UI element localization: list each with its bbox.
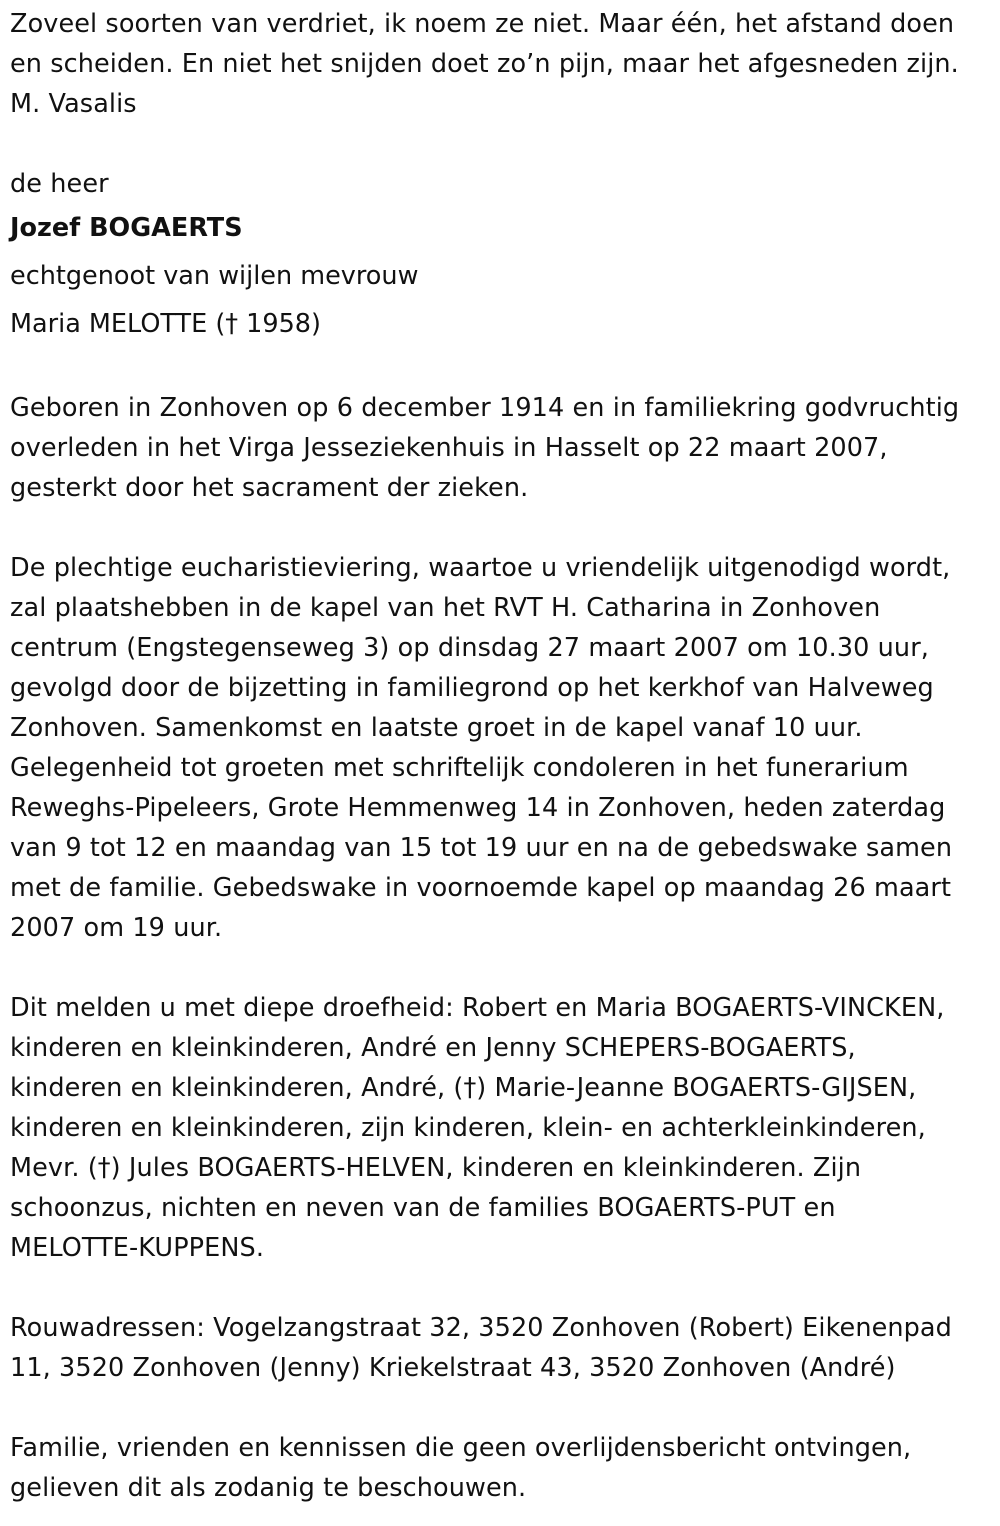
paragraph-line: zal plaatshebben in de kapel van het RVT H. Catharina in Zonhoven [10,593,881,623]
paragraph-line: met de familie. Gebedswake in voornoemde kapel op maandag 26 maart [10,873,952,903]
paragraph-line: Gelegenheid tot groeten met schriftelijk condoleren in het funerarium [10,753,909,783]
paragraph-line: 11, 3520 Zonhoven (Jenny) Kriekelstraat 43, 3520 Zonhoven (André) [10,1353,896,1383]
deceased-title: de heer [10,169,109,199]
paragraph-line: gesterkt door het sacrament der zieken. [10,473,529,503]
paragraph-line: Dit melden u met diepe droefheid: Robert en Maria BOGAERTS-VINCKEN, [10,993,945,1023]
paragraph-line: Familie, vrienden en kennissen die geen overlijdensbericht ontvingen, [10,1433,912,1463]
deceased-relation: echtgenoot van wijlen mevrouw [10,261,419,291]
paragraph-line: Zonhoven. Samenkomst en laatste groet in de kapel vanaf 10 uur. [10,713,863,743]
paragraph-line: van 9 tot 12 en maandag van 15 tot 19 uur en na de gebedswake samen [10,833,953,863]
poem-line: en scheiden. En niet het snijden doet zo’n pijn, maar het afgesneden zijn. [10,49,959,79]
deceased-spouse: Maria MELOTTE († 1958) [10,309,321,339]
paragraph-line: schoonzus, nichten en neven van de families BOGAERTS-PUT en [10,1193,836,1223]
paragraph-line: MELOTTE-KUPPENS. [10,1233,265,1263]
paragraph-line: kinderen en kleinkinderen, André, (†) Marie-Jeanne BOGAERTS-GIJSEN, [10,1073,917,1103]
poem-line: Zoveel soorten van verdriet, ik noem ze niet. Maar één, het afstand doen [10,9,955,39]
obituary-document [10,4,995,1508]
ceremony-section [10,548,995,948]
paragraph-line: kinderen en kleinkinderen, André en Jenny SCHEPERS-BOGAERTS, [10,1033,856,1063]
paragraph-line: gelieven dit als zodanig te beschouwen. [10,1473,527,1503]
paragraph-line: 2007 om 19 uur. [10,913,223,943]
addresses-section [10,1308,995,1388]
paragraph-line: Reweghs-Pipeleers, Grote Hemmenweg 14 in Zonhoven, heden zaterdag [10,793,946,823]
deceased-name: Jozef BOGAERTS [10,213,243,243]
poem-author: M. Vasalis [10,89,137,119]
paragraph-line: Mevr. (†) Jules BOGAERTS-HELVEN, kinderen en kleinkinderen. Zijn [10,1153,862,1183]
family-section [10,988,995,1268]
closing-section [10,1428,995,1508]
paragraph-line: centrum (Engstegenseweg 3) op dinsdag 27 maart 2007 om 10.30 uur, [10,633,929,663]
birth-death-section [10,388,995,508]
deceased-section [10,164,995,348]
paragraph-line: Geboren in Zonhoven op 6 december 1914 en in familiekring godvruchtig [10,393,960,423]
paragraph-line: gevolgd door de bijzetting in familiegrond op het kerkhof van Halveweg [10,673,934,703]
paragraph-line: De plechtige eucharistieviering, waartoe u vriendelijk uitgenodigd wordt, [10,553,951,583]
paragraph-line: Rouwadressen: Vogelzangstraat 32, 3520 Zonhoven (Robert) Eikenenpad [10,1313,952,1343]
paragraph-line: kinderen en kleinkinderen, zijn kinderen, klein- en achterkleinkinderen, [10,1113,926,1143]
paragraph-line: overleden in het Virga Jesseziekenhuis in Hasselt op 22 maart 2007, [10,433,888,463]
poem-section [10,4,995,124]
